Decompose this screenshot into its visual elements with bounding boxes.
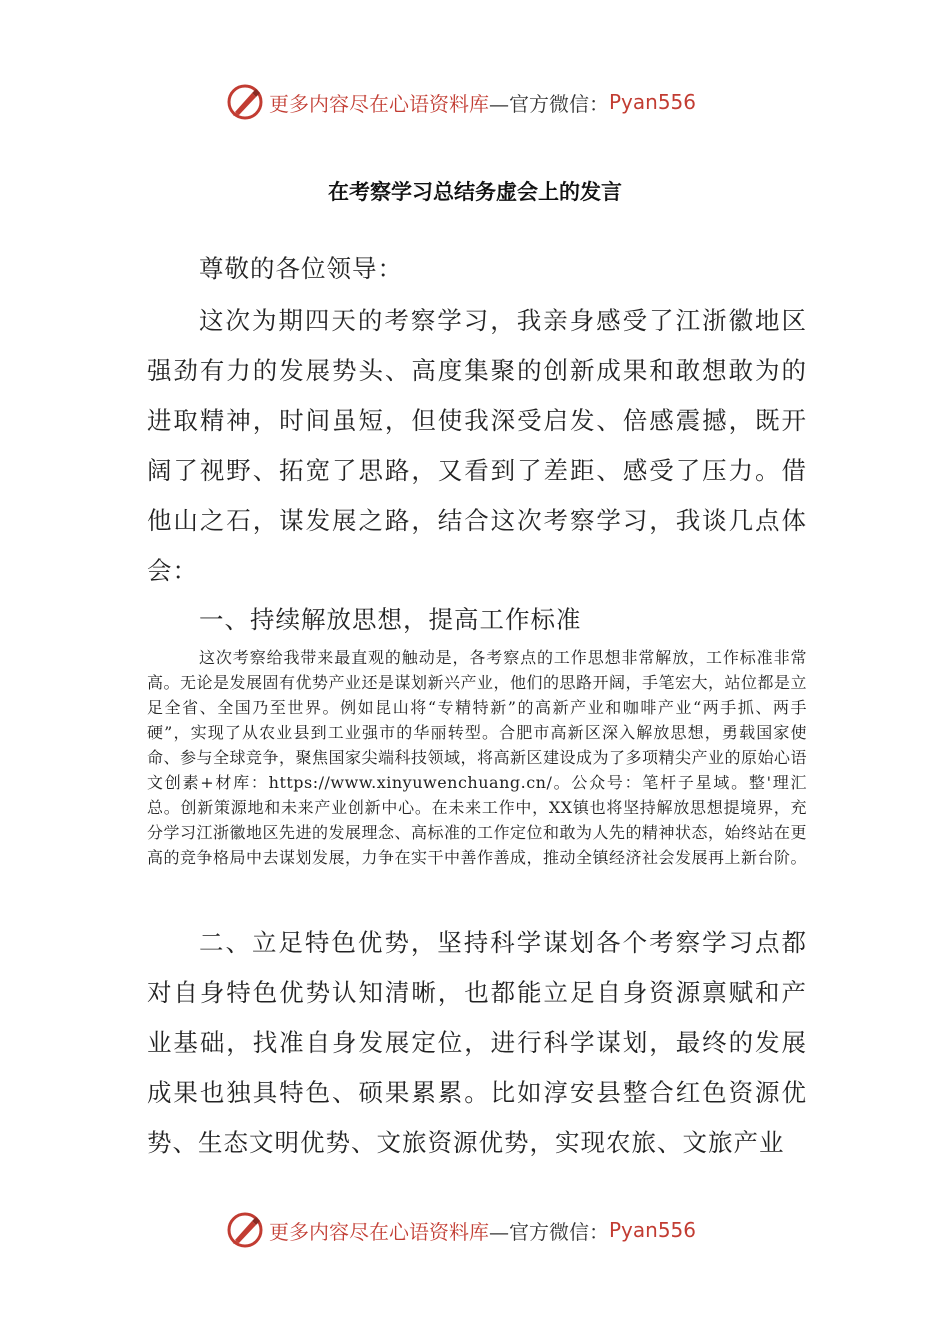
banner-text-wechat-id: Pyan556 [609,90,697,114]
intro-paragraph: 这次为期四天的考察学习，我亲身感受了江浙徽地区强劲有力的发展势头、高度集聚的创新成果和敢想敢为的进取精神，时间虽短，但使我深受启发、倍感震撼，既开阔了视野、拓宽了思路，又看到了差距、感受了压力。借他山之石，谋发展之路，结合这次考察学习，我谈几点体会： [147,306,807,585]
banner-text-library: 更多内容尽在心语资料库 [269,1219,489,1244]
section-1-paragraph: 这次考察给我带来最直观的触动是，各考察点的工作思想非常解放，工作标准非常高。无论是发展固有优势产业还是谋划新兴产业，他们的思路开阔，手笔宏大，站位都是立足全省、全国乃至世界。例如昆山将“专精特新”的高新产业和咖啡产业“两手抓、两手硬”，实现了从农业县到工业强市的华丽转型。合肥市高新区深入解放思想，勇载国家使命、参与全球竞争，聚焦国家尖端科技领域，将高新区建设成为了多项精尖产业的原始心语文创素+材库：https://www.xinyuwenchuang.cn/。公众号：笔杆子星域。整'理汇总。创新策源地和未来产业创新中心。在未来工作中，XX镇也将坚持解放思想提境界，充分学习江浙徽地区先进的发展理念、高标准的工作定位和敢为人先的精神状态，始终站在更高的竞争格局中去谋划发展，力争在实干中善作善成，推动全镇经济社会发展再上新台阶。 [147,648,808,867]
section-2-paragraph: 二、立足特色优势，坚持科学谋划各个考察学习点都对自身特色优势认知清晰，也都能立足自身资源禀赋和产业基础，找准自身发展定位，进行科学谋划，最终的发展成果也独具特色、硕果累累。比如淳安县整合红色资源优势、生态文明优势、文旅资源优势，实现农旅、文旅产业 [147,928,807,1157]
section-heading-1: 一、持续解放思想，提高工作标准 [199,605,582,634]
pen-logo-icon [225,82,265,122]
banner-text-wechat-label: —官方微信： [489,91,609,116]
banner-text-wechat-label: —官方微信： [489,1219,609,1244]
banner-text-library: 更多内容尽在心语资料库 [269,91,489,116]
document-title: 在考察学习总结务虚会上的发言 [328,179,622,204]
footer-banner [225,1208,696,1252]
greeting: 尊敬的各位领导： [199,254,403,283]
pen-logo-icon [225,1210,265,1250]
header-banner [225,80,696,124]
banner-text-wechat-id: Pyan556 [609,1218,697,1242]
